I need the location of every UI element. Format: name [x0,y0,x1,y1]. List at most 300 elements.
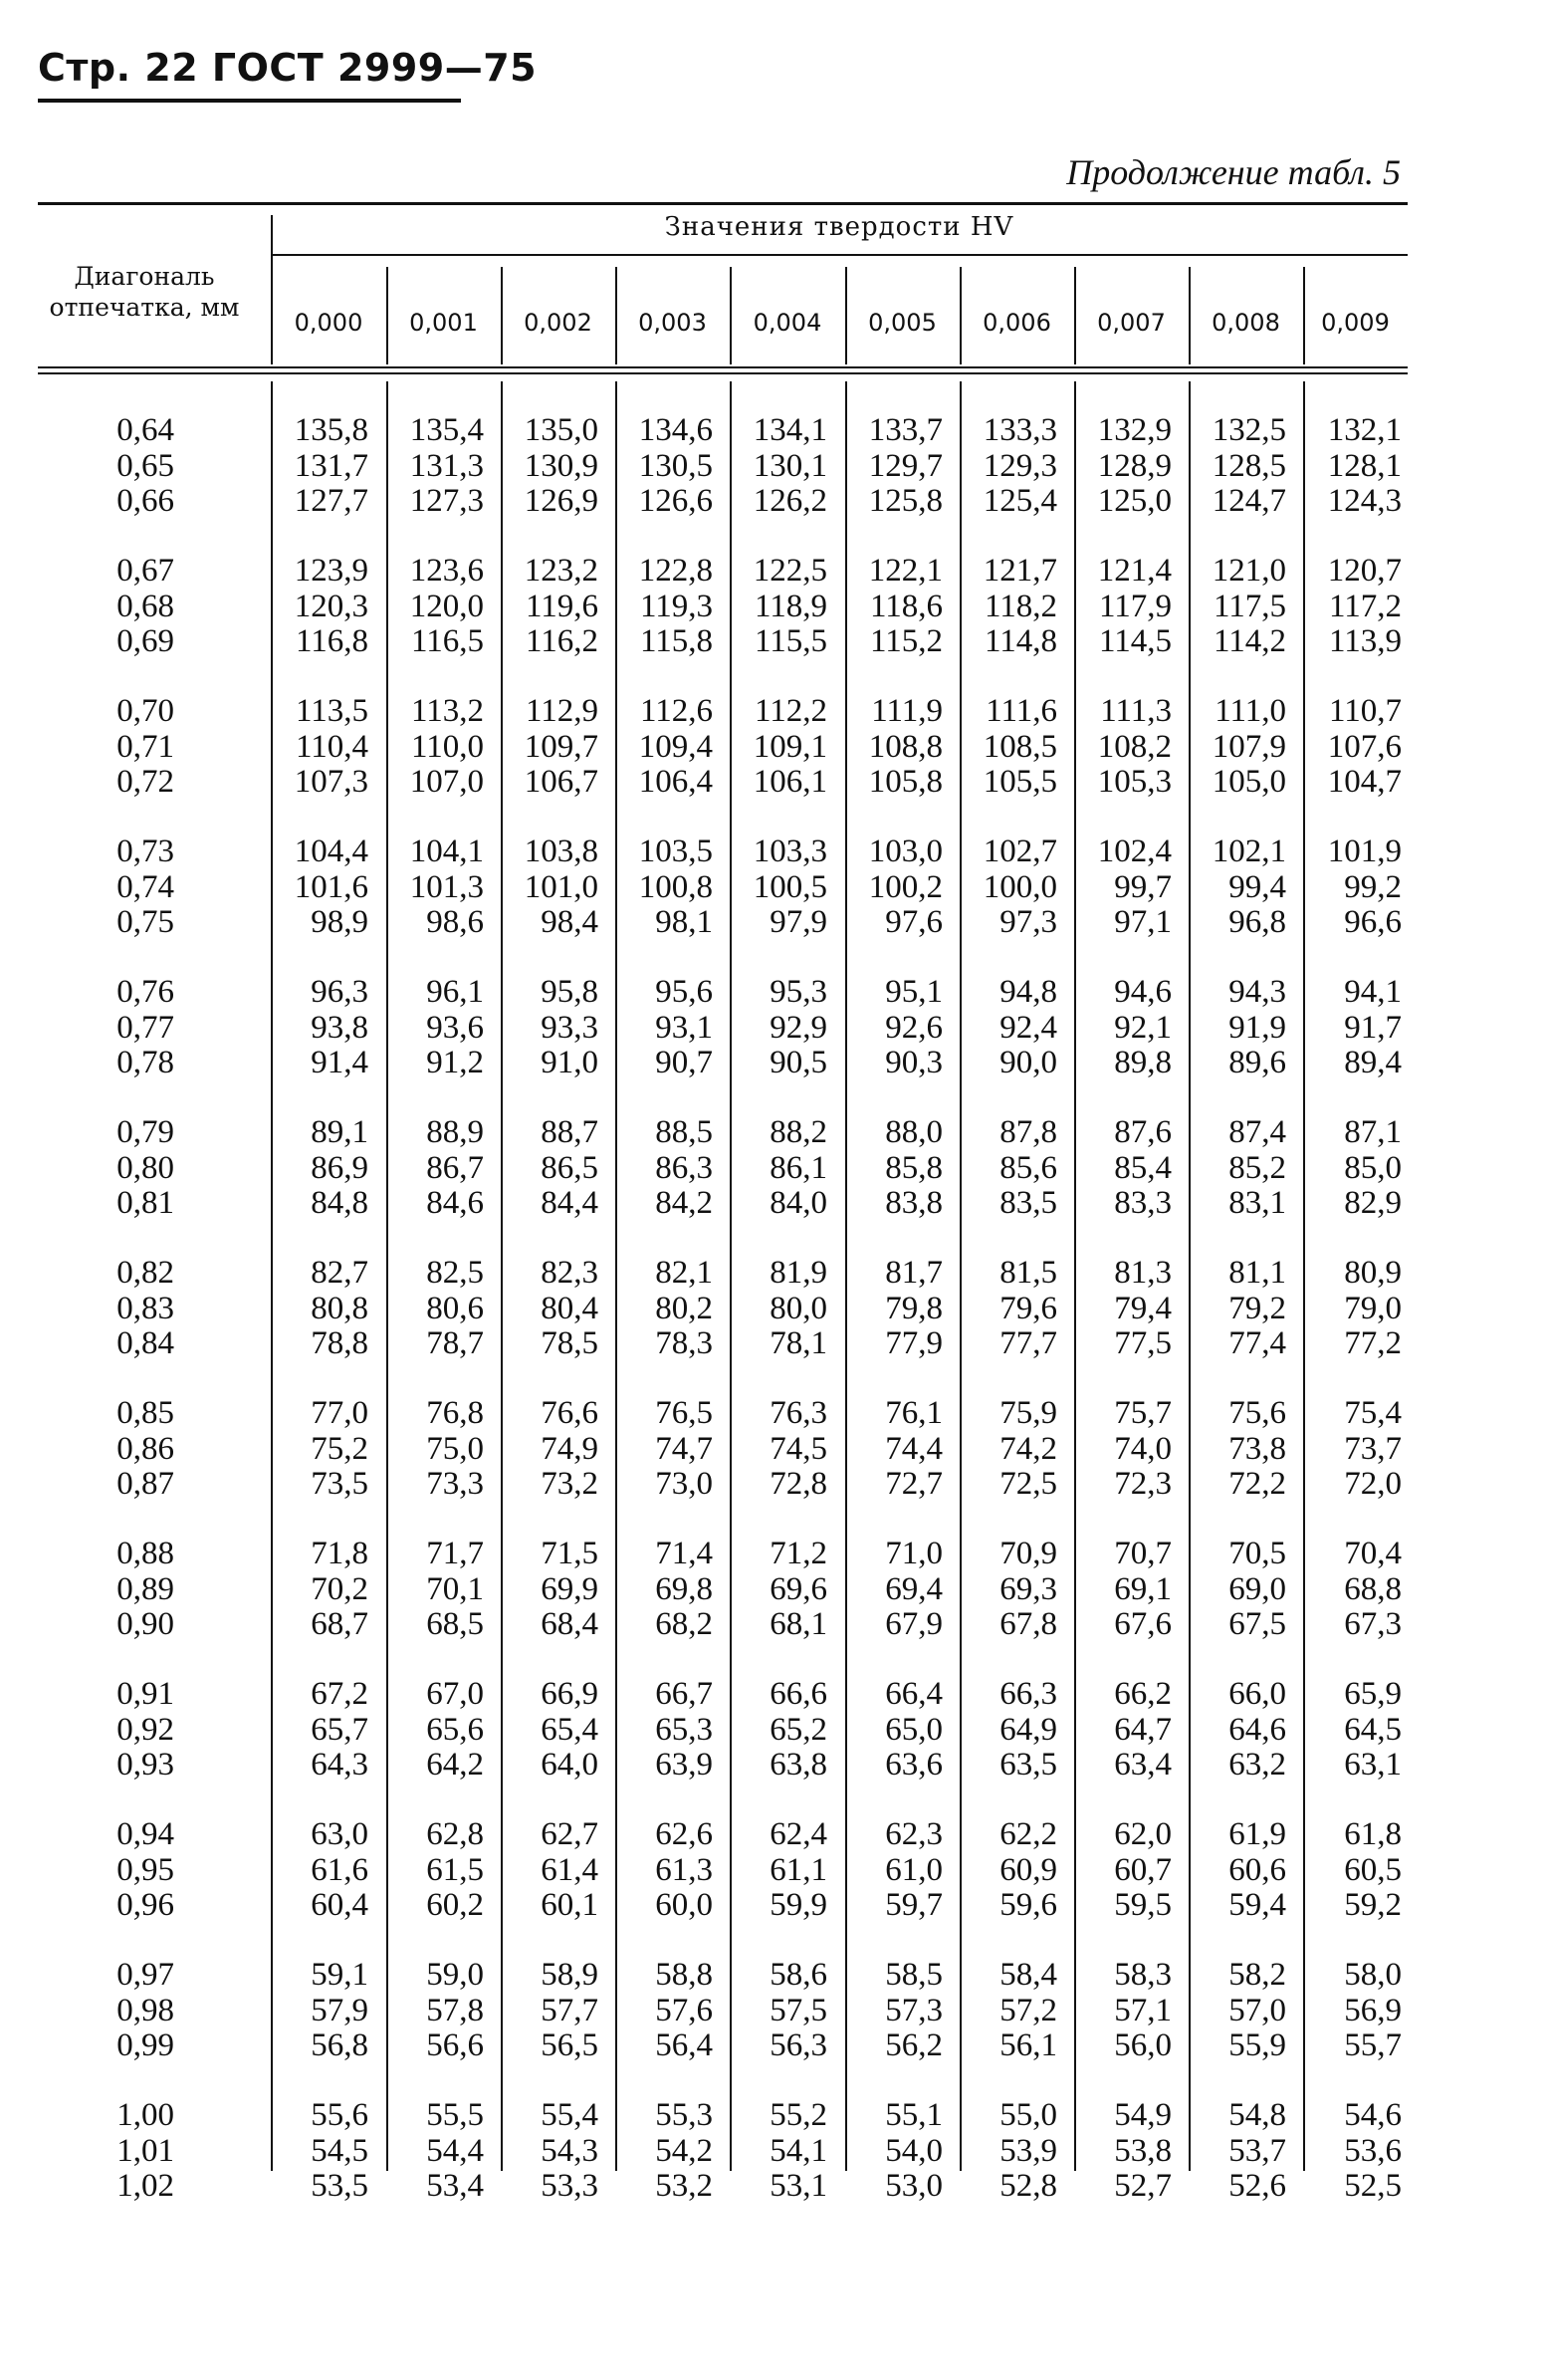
hardness-cell: 77,4 [1228,1325,1286,1361]
hardness-cell: 130,1 [753,447,827,484]
hardness-cell: 70,5 [1228,1536,1286,1571]
hardness-cell: 101,0 [524,868,598,905]
hardness-cell: 132,5 [1212,412,1286,448]
hardness-cell: 113,2 [410,693,484,729]
hardness-cell: 90,3 [885,1045,943,1080]
hardness-cell: 68,1 [770,1606,827,1642]
table-row [0,1186,1548,1221]
hardness-cell: 133,7 [868,412,943,448]
hardness-cell: 59,7 [885,1887,943,1923]
hardness-cell: 82,3 [541,1255,598,1291]
table-row [0,870,1548,905]
hardness-cell: 69,4 [885,1570,943,1607]
table-row [0,1115,1548,1150]
hardness-cell: 65,4 [541,1711,598,1748]
table-row [0,1817,1548,1852]
hardness-cell: 118,9 [754,588,827,624]
hardness-cell: 88,7 [541,1114,598,1150]
hardness-cell: 63,9 [655,1747,713,1783]
hardness-cell: 103,3 [753,833,827,869]
hardness-cell: 67,5 [1228,1606,1286,1642]
hardness-cell: 92,1 [1114,1009,1172,1046]
hardness-cell: 133,3 [983,412,1057,448]
hardness-cell: 83,1 [1228,1185,1286,1221]
table-continuation-label: Продолжение табл. 5 [1066,152,1401,192]
table-row [0,1256,1548,1291]
hardness-cell: 53,4 [426,2168,484,2204]
hardness-cell: 111,0 [1215,693,1286,729]
hardness-cell: 73,8 [1228,1430,1286,1467]
diagonal-cell: 0,68 [116,588,174,624]
hardness-cell: 121,4 [1097,553,1172,589]
hardness-cell: 99,2 [1344,868,1402,905]
table-row [0,2169,1548,2204]
diagonal-cell: 0,64 [116,412,174,448]
hardness-cell: 74,7 [655,1430,713,1467]
hardness-cell: 116,8 [295,623,368,659]
diagonal-cell: 0,74 [116,868,174,905]
hardness-cell: 61,6 [311,1851,368,1888]
hardness-cell: 66,7 [655,1676,713,1712]
hardness-cell: 56,2 [885,2027,943,2063]
hardness-cell: 109,7 [524,728,598,765]
table-row [0,1677,1548,1712]
hardness-cell: 57,1 [1114,1992,1172,2028]
hardness-cell: 63,4 [1114,1747,1172,1783]
header-column-divider [1189,267,1191,364]
hardness-cell: 93,1 [655,1009,713,1046]
hardness-cell: 71,5 [541,1536,598,1571]
table-row [0,413,1548,448]
table-row [0,694,1548,729]
hardness-cell: 91,4 [311,1045,368,1080]
diagonal-cell: 1,01 [116,2132,174,2169]
hardness-cell: 86,1 [770,1149,827,1186]
hardness-cell: 67,6 [1114,1606,1172,1642]
hardness-cell: 118,6 [869,588,943,624]
hardness-cell: 77,5 [1114,1325,1172,1361]
hardness-cell: 100,8 [638,868,713,905]
hardness-cell: 104,7 [1327,764,1402,800]
diagonal-header [18,261,271,323]
diagonal-cell: 0,99 [116,2027,174,2063]
hardness-cell: 61,9 [1228,1816,1286,1852]
hardness-cell: 100,2 [868,868,943,905]
hardness-cell: 114,8 [984,623,1057,659]
hardness-cell: 90,0 [999,1045,1057,1080]
hardness-cell: 61,0 [885,1851,943,1888]
diagonal-cell: 0,95 [116,1851,174,1888]
hardness-cell: 111,9 [871,693,943,729]
table-row [0,730,1548,765]
diagonal-cell: 0,85 [116,1395,174,1431]
hardness-cell: 129,7 [868,447,943,484]
hardness-cell: 88,5 [655,1114,713,1150]
hardness-cell: 55,1 [885,2097,943,2133]
table-row [0,554,1548,589]
values-header-rule [271,254,1408,256]
hardness-cell: 88,2 [770,1114,827,1150]
hardness-cell: 63,2 [1228,1747,1286,1783]
hardness-cell: 105,5 [983,764,1057,800]
column-header: 0,005 [868,309,937,337]
hardness-cell: 71,0 [885,1536,943,1571]
hardness-cell: 80,0 [770,1290,827,1326]
hardness-cell: 76,3 [770,1395,827,1431]
hardness-cell: 90,5 [770,1045,827,1080]
hardness-cell: 125,0 [1097,483,1172,519]
hardness-cell: 55,2 [770,2097,827,2133]
hardness-cell: 58,0 [1344,1957,1402,1993]
hardness-cell: 56,4 [655,2027,713,2063]
header-column-divider [501,267,503,364]
diagonal-cell: 0,83 [116,1290,174,1326]
hardness-cell: 85,2 [1228,1149,1286,1186]
hardness-cell: 130,5 [638,447,713,484]
hardness-cell: 115,2 [869,623,943,659]
table-row [0,1572,1548,1607]
diagonal-cell: 0,76 [116,974,174,1010]
hardness-cell: 122,5 [753,553,827,589]
hardness-cell: 92,9 [770,1009,827,1046]
table-row [0,1888,1548,1923]
hardness-cell: 130,9 [524,447,598,484]
hardness-cell: 71,7 [426,1536,484,1571]
hardness-cell: 57,9 [311,1992,368,2028]
hardness-cell: 93,6 [426,1009,484,1046]
hardness-cell: 68,5 [426,1606,484,1642]
header-column-divider [615,267,617,364]
hardness-cell: 123,6 [409,553,484,589]
hardness-cell: 62,7 [541,1816,598,1852]
hardness-cell: 83,8 [885,1185,943,1221]
column-header: 0,001 [409,309,478,337]
hardness-cell: 66,4 [885,1676,943,1712]
hardness-cell: 83,5 [999,1185,1057,1221]
hardness-cell: 128,1 [1327,447,1402,484]
diagonal-cell: 1,00 [116,2097,174,2133]
hardness-cell: 67,2 [311,1676,368,1712]
table-row [0,1011,1548,1046]
header-bottom-rule-1 [38,366,1408,368]
hardness-cell: 99,7 [1114,868,1172,905]
table-row [0,905,1548,940]
hardness-cell: 79,4 [1114,1290,1172,1326]
hardness-cell: 94,1 [1344,974,1402,1010]
diagonal-cell: 0,77 [116,1009,174,1046]
column-header: 0,003 [638,309,707,337]
hardness-cell: 55,6 [311,2097,368,2133]
hardness-cell: 60,1 [541,1887,598,1923]
hardness-cell: 66,3 [999,1676,1057,1712]
column-header: 0,004 [753,309,822,337]
hardness-cell: 78,8 [311,1325,368,1361]
hardness-cell: 105,8 [868,764,943,800]
diagonal-cell: 0,89 [116,1570,174,1607]
hardness-cell: 95,3 [770,974,827,1010]
hardness-cell: 71,2 [770,1536,827,1571]
hardness-cell: 92,4 [999,1009,1057,1046]
hardness-cell: 103,8 [524,833,598,869]
hardness-cell: 104,4 [294,833,368,869]
hardness-cell: 87,8 [999,1114,1057,1150]
hardness-cell: 66,0 [1228,1676,1286,1712]
column-header: 0,009 [1321,309,1390,337]
table-row [0,1958,1548,1993]
hardness-cell: 101,9 [1327,833,1402,869]
hardness-cell: 80,8 [311,1290,368,1326]
header-column-divider [271,215,273,364]
hardness-cell: 65,0 [885,1711,943,1748]
diagonal-cell: 0,96 [116,1887,174,1923]
hardness-cell: 65,6 [426,1711,484,1748]
diagonal-cell: 0,82 [116,1255,174,1291]
diagonal-header-line-1: Диагональ [74,262,215,291]
hardness-cell: 102,7 [983,833,1057,869]
hardness-cell: 54,6 [1344,2097,1402,2133]
hardness-cell: 118,2 [984,588,1057,624]
hardness-cell: 96,6 [1344,904,1402,940]
hardness-cell: 122,1 [868,553,943,589]
hardness-cell: 65,2 [770,1711,827,1748]
hardness-cell: 85,4 [1114,1149,1172,1186]
column-header: 0,008 [1212,309,1280,337]
hardness-cell: 73,7 [1344,1430,1402,1467]
hardness-cell: 86,9 [311,1149,368,1186]
hardness-cell: 57,2 [999,1992,1057,2028]
hardness-cell: 115,5 [754,623,827,659]
hardness-cell: 120,0 [409,588,484,624]
hardness-cell: 135,8 [294,412,368,448]
hardness-cell: 82,5 [426,1255,484,1291]
hardness-cell: 79,8 [885,1290,943,1326]
hardness-cell: 103,0 [868,833,943,869]
hardness-cell: 69,1 [1114,1570,1172,1607]
hardness-cell: 89,1 [311,1114,368,1150]
table-row [0,1607,1548,1642]
diagonal-cell: 0,80 [116,1149,174,1186]
hardness-cell: 58,9 [541,1957,598,1993]
hardness-cell: 89,6 [1228,1045,1286,1080]
hardness-cell: 54,2 [655,2132,713,2169]
hardness-cell: 68,8 [1344,1570,1402,1607]
hardness-cell: 113,9 [1328,623,1402,659]
hardness-cell: 59,2 [1344,1887,1402,1923]
diagonal-cell: 0,87 [116,1466,174,1502]
hardness-cell: 107,0 [409,764,484,800]
hardness-cell: 127,3 [409,483,484,519]
table-row [0,1713,1548,1748]
hardness-cell: 79,6 [999,1290,1057,1326]
hardness-cell: 84,4 [541,1185,598,1221]
header-bottom-rule-2 [38,372,1408,374]
hardness-cell: 98,4 [541,904,598,940]
hardness-cell: 108,8 [868,728,943,765]
diagonal-cell: 0,98 [116,1992,174,2028]
hardness-cell: 60,2 [426,1887,484,1923]
hardness-cell: 112,2 [754,693,827,729]
hardness-cell: 91,0 [541,1045,598,1080]
hardness-cell: 126,2 [753,483,827,519]
table-row [0,834,1548,869]
hardness-cell: 77,9 [885,1325,943,1361]
hardness-cell: 83,3 [1114,1185,1172,1221]
hardness-cell: 60,0 [655,1887,713,1923]
diagonal-cell: 0,79 [116,1114,174,1150]
table-row [0,1396,1548,1431]
hardness-cell: 61,8 [1344,1816,1402,1852]
hardness-cell: 82,1 [655,1255,713,1291]
hardness-cell: 54,5 [311,2132,368,2169]
hardness-cell: 78,5 [541,1325,598,1361]
hardness-cell: 68,4 [541,1606,598,1642]
hardness-cell: 100,5 [753,868,827,905]
diagonal-cell: 0,78 [116,1045,174,1080]
hardness-cell: 71,8 [311,1536,368,1571]
column-header: 0,006 [983,309,1051,337]
hardness-cell: 73,0 [655,1466,713,1502]
hardness-cell: 70,7 [1114,1536,1172,1571]
hardness-cell: 121,0 [1212,553,1286,589]
hardness-cell: 55,4 [541,2097,598,2133]
hardness-cell: 59,6 [999,1887,1057,1923]
hardness-cell: 124,3 [1327,483,1402,519]
hardness-cell: 110,4 [295,728,368,765]
table-row [0,2098,1548,2133]
hardness-cell: 82,9 [1344,1185,1402,1221]
hardness-cell: 54,0 [885,2132,943,2169]
hardness-cell: 105,0 [1212,764,1286,800]
hardness-cell: 66,2 [1114,1676,1172,1712]
hardness-cell: 126,9 [524,483,598,519]
hardness-cell: 86,5 [541,1149,598,1186]
hardness-cell: 55,5 [426,2097,484,2133]
hardness-cell: 80,9 [1344,1255,1402,1291]
table-row [0,1151,1548,1186]
diagonal-cell: 0,67 [116,553,174,589]
diagonal-cell: 0,75 [116,904,174,940]
hardness-cell: 103,5 [638,833,713,869]
hardness-cell: 56,8 [311,2027,368,2063]
hardness-cell: 56,0 [1114,2027,1172,2063]
hardness-cell: 56,6 [426,2027,484,2063]
hardness-cell: 63,1 [1344,1747,1402,1783]
hardness-cell: 107,3 [294,764,368,800]
hardness-cell: 92,6 [885,1009,943,1046]
hardness-cell: 70,1 [426,1570,484,1607]
table-row [0,1292,1548,1326]
hardness-cell: 75,9 [999,1395,1057,1431]
hardness-cell: 63,8 [770,1747,827,1783]
hardness-cell: 69,3 [999,1570,1057,1607]
hardness-cell: 73,5 [311,1466,368,1502]
hardness-cell: 84,0 [770,1185,827,1221]
hardness-cell: 101,6 [294,868,368,905]
hardness-cell: 94,8 [999,974,1057,1010]
hardness-cell: 59,0 [426,1957,484,1993]
hardness-cell: 62,3 [885,1816,943,1852]
hardness-cell: 127,7 [294,483,368,519]
table-row [0,624,1548,659]
hardness-cell: 81,1 [1228,1255,1286,1291]
hardness-cell: 64,7 [1114,1711,1172,1748]
hardness-cell: 106,7 [524,764,598,800]
hardness-cell: 121,7 [983,553,1057,589]
hardness-cell: 57,0 [1228,1992,1286,2028]
hardness-cell: 97,9 [770,904,827,940]
hardness-cell: 71,4 [655,1536,713,1571]
table-row [0,975,1548,1010]
diagonal-cell: 0,88 [116,1536,174,1571]
hardness-cell: 59,5 [1114,1887,1172,1923]
header-column-divider [1303,267,1305,364]
hardness-cell: 120,7 [1327,553,1402,589]
diagonal-cell: 0,66 [116,483,174,519]
table-row [0,1853,1548,1888]
hardness-cell: 112,6 [639,693,713,729]
hardness-cell: 75,7 [1114,1395,1172,1431]
hardness-cell: 66,9 [541,1676,598,1712]
hardness-cell: 75,2 [311,1430,368,1467]
header-column-divider [960,267,962,364]
diagonal-cell: 0,81 [116,1185,174,1221]
hardness-cell: 69,6 [770,1570,827,1607]
hardness-cell: 93,8 [311,1009,368,1046]
hardness-cell: 73,2 [541,1466,598,1502]
hardness-cell: 114,2 [1213,623,1286,659]
hardness-cell: 62,2 [999,1816,1057,1852]
hardness-cell: 81,9 [770,1255,827,1291]
hardness-cell: 131,3 [409,447,484,484]
hardness-cell: 78,1 [770,1325,827,1361]
diagonal-cell: 0,84 [116,1325,174,1361]
hardness-cell: 98,6 [426,904,484,940]
diagonal-cell: 0,70 [116,693,174,729]
hardness-cell: 54,9 [1114,2097,1172,2133]
hardness-cell: 88,0 [885,1114,943,1150]
hardness-cell: 65,3 [655,1711,713,1748]
hardness-cell: 53,2 [655,2168,713,2204]
hardness-cell: 87,6 [1114,1114,1172,1150]
hardness-cell: 76,1 [885,1395,943,1431]
hardness-cell: 61,5 [426,1851,484,1888]
diagonal-cell: 0,92 [116,1711,174,1748]
hardness-cell: 61,3 [655,1851,713,1888]
hardness-cell: 57,3 [885,1992,943,2028]
hardness-cell: 60,5 [1344,1851,1402,1888]
hardness-cell: 129,3 [983,447,1057,484]
hardness-cell: 131,7 [294,447,368,484]
hardness-cell: 95,8 [541,974,598,1010]
hardness-cell: 54,8 [1228,2097,1286,2133]
hardness-cell: 108,5 [983,728,1057,765]
hardness-cell: 62,0 [1114,1816,1172,1852]
hardness-cell: 94,3 [1228,974,1286,1010]
hardness-cell: 96,1 [426,974,484,1010]
hardness-cell: 63,0 [311,1816,368,1852]
hardness-cell: 97,6 [885,904,943,940]
hardness-cell: 57,6 [655,1992,713,2028]
hardness-cell: 74,0 [1114,1430,1172,1467]
hardness-cell: 125,4 [983,483,1057,519]
hardness-cell: 110,7 [1328,693,1402,729]
hardness-cell: 66,6 [770,1676,827,1712]
header-column-divider [1074,267,1076,364]
hardness-cell: 85,8 [885,1149,943,1186]
hardness-cell: 91,9 [1228,1009,1286,1046]
hardness-cell: 94,6 [1114,974,1172,1010]
hardness-cell: 123,9 [294,553,368,589]
